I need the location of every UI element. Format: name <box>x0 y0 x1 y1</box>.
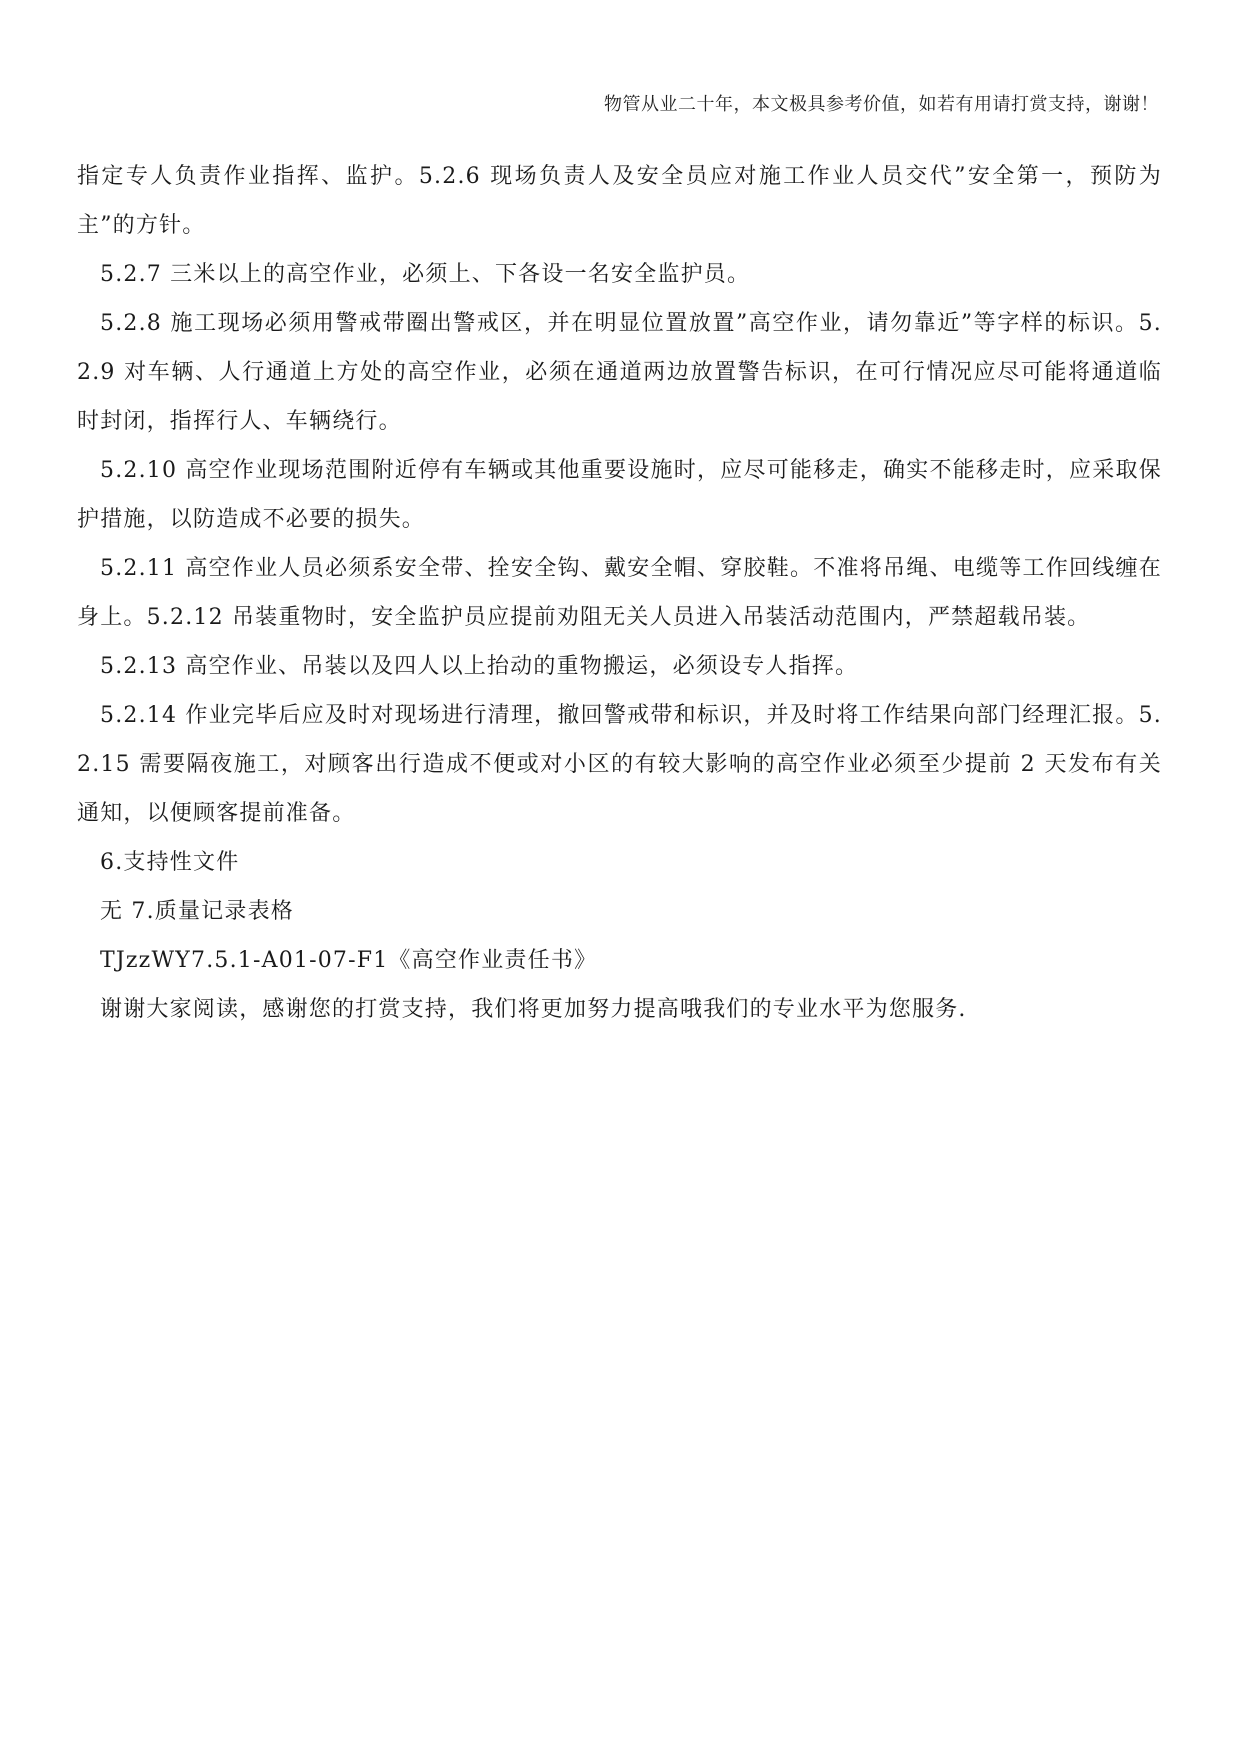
document-body <box>77 152 1162 1034</box>
section-7-heading: 无 7.质量记录表格 <box>100 899 294 924</box>
paragraph-5-2-13: 5.2.13 高空作业、吊装以及四人以上抬动的重物搬运，必须设专人指挥。 <box>100 654 859 679</box>
closing-note: 谢谢大家阅读，感谢您的打赏支持，我们将更加努力提高哦我们的专业水平为您服务. <box>100 997 967 1022</box>
paragraph-5-2-7: 5.2.7 三米以上的高空作业，必须上、下各设一名安全监护员。 <box>100 262 751 287</box>
section-6-heading: 6.支持性文件 <box>100 850 240 875</box>
paragraph-5-2-11: 5.2.11 高空作业人员必须系安全带、拴安全钩、戴安全帽、穿胶鞋。不准将吊绳、电缆等工作回线缠在身上。5.2.12 吊装重物时，安全监护员应提前劝阻无关人员进入吊装活动范围内，严禁超载吊装。 <box>77 556 1162 630</box>
paragraph-5-2-10: 5.2.10 高空作业现场范围附近停有车辆或其他重要设施时，应尽可能移走，确实不能移走时，应采取保护措施，以防造成不必要的损失。 <box>77 458 1162 532</box>
paragraph-continuation: 指定专人负责作业指挥、监护。5.2.6 现场负责人及安全员应对施工作业人员交代”安全第一，预防为主”的方针。 <box>77 164 1162 238</box>
form-reference: TJzzWY7.5.1-A01-07-F1《高空作业责任书》 <box>100 948 598 973</box>
paragraph-5-2-14: 5.2.14 作业完毕后应及时对现场进行清理，撤回警戒带和标识，并及时将工作结果向部门经理汇报。5.2.15 需要隔夜施工，对顾客出行造成不便或对小区的有较大影响的高空作业必须至少提前 2 天发布有关通知，以便顾客提前准备。 <box>77 703 1162 826</box>
header-note: 物管从业二十年，本文极具参考价值，如若有用请打赏支持，谢谢！ <box>604 94 1159 115</box>
paragraph-5-2-8: 5.2.8 施工现场必须用警戒带圈出警戒区，并在明显位置放置”高空作业，请勿靠近”等字样的标识。5.2.9 对车辆、人行通道上方处的高空作业，必须在通道两边放置警告标识，在可行情况应尽可能将通道临时封闭，指挥行人、车辆绕行。 <box>77 311 1162 434</box>
